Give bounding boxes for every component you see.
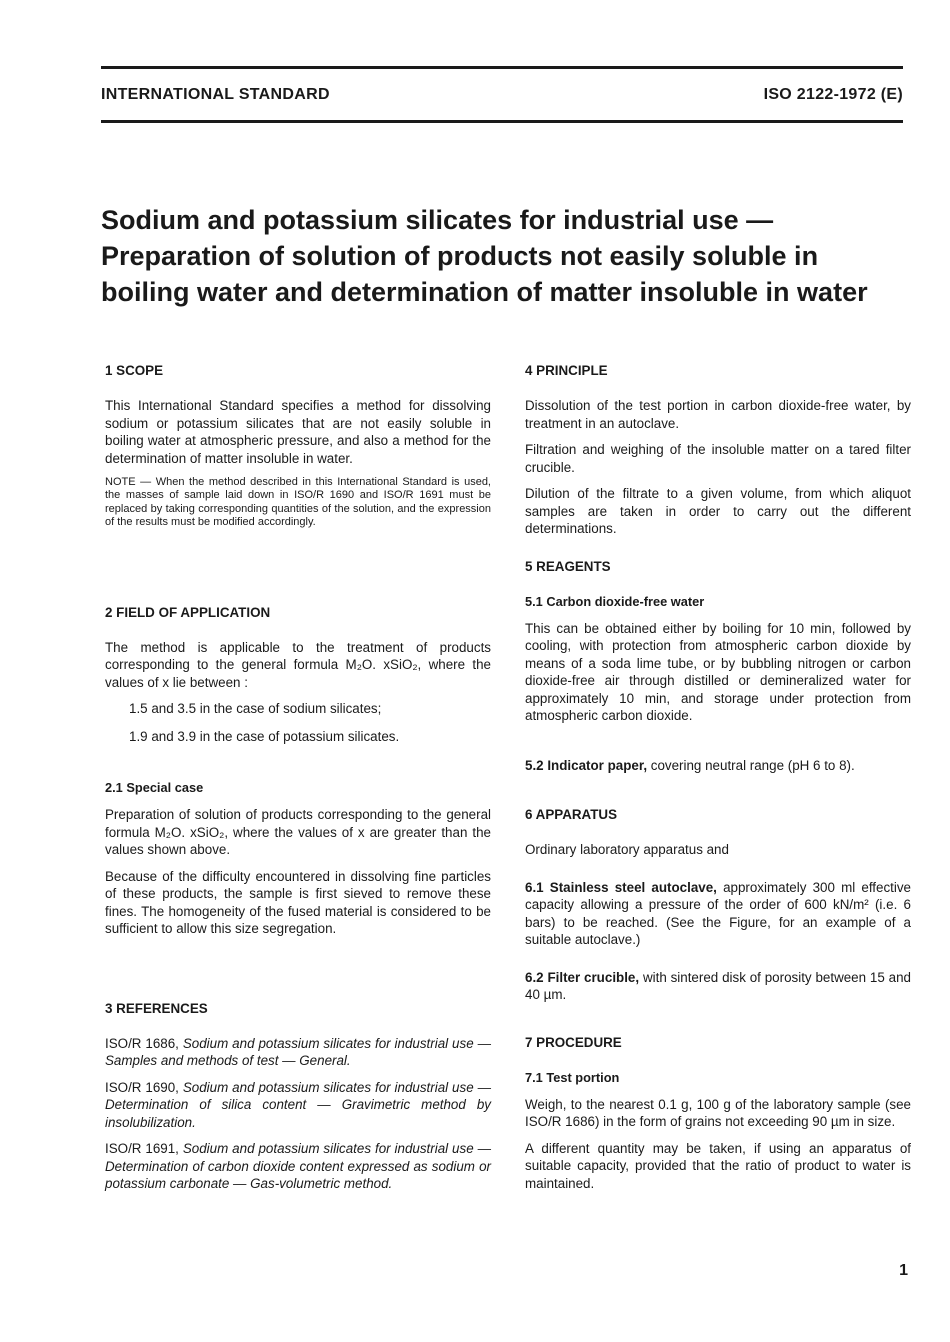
section-procedure [525,1034,911,1193]
field-text: The method is applicable to the treatment of products corresponding to the general formula M₂O. xSiO₂, where the values of x lie between : [105,639,491,690]
section-heading: 2 FIELD OF APPLICATION [105,604,271,620]
reference-item [105,1035,491,1070]
reagent-label: 5.2 Indicator paper, [525,757,648,773]
header-standard-label: INTERNATIONAL STANDARD [101,86,330,103]
subsection-heading: 5.1 Carbon dioxide-free water [525,593,705,609]
procedure-text: A different quantity may be taken, if using an apparatus of suitable capacity, provided that the ratio of product to water is maintained. [525,1140,911,1191]
field-item: 1.9 and 3.9 in the case of potassium silicates. [129,728,400,744]
page-number: 1 [899,1262,908,1279]
principle-text: Dilution of the filtrate to a given volume, from which aliquot samples are taken in order to carry out the different determinations. [525,486,911,536]
field-item: 1.5 and 3.5 in the case of sodium silicates; [129,701,382,717]
scope-text: This International Standard specifies a method for dissolving sodium or potassium silicates that are not easily soluble in boiling water at atmospheric pressure, and also a method for the determination of matter insoluble in water. [105,398,491,466]
reference-title: Sodium and potassium silicates for industrial use — Determination of silica content — Gravimetric method by insolubilization. [105,1079,491,1130]
subsection-heading: 2.1 Special case [105,780,204,796]
section-field-of-application [105,604,491,938]
section-principle [525,362,911,538]
section-scope [105,362,491,530]
apparatus-label: 6.2 Filter crucible, [525,969,640,985]
reference-title: Sodium and potassium silicates for industrial use — Determination of carbon dioxide content expressed as sodium or potassium carbonate — Gas-volumetric method. [105,1141,491,1192]
apparatus-desc: approximately 300 ml effective capacity allowing a pressure of the order of 600 kN/m² (i.e. 6 bars) to be reached. (See the Figure, for an example of a suitable autoclave.) [525,879,911,947]
special-case-text: Because of the difficulty encountered in dissolving fine particles of these products, the sample is first sieved to remove these fines. The homogeneity of the fused material is considered to be sufficient to allow this size segregation. [105,868,491,937]
apparatus-label: 6.1 Stainless steel autoclave, [525,879,717,895]
scope-note: NOTE — When the method described in this International Standard is used, the masses of sample laid down in ISO/R 1690 and ISO/R 1691 must be replaced by taking corresponding quantities of the solution, and the expression of the results must be modified accordingly. [105,476,491,529]
section-apparatus [525,806,911,1004]
section-heading: 7 PROCEDURE [525,1034,622,1050]
right-column [525,362,911,1201]
principle-text: Dissolution of the test portion in carbon dioxide-free water, by treatment in an autoclave. [525,398,911,431]
section-reagents [525,558,911,775]
title-line: boiling water and determination of matter insoluble in water [101,277,868,307]
reagent-text: This can be obtained either by boiling for 10 min, followed by cooling, with protection from atmospheric carbon dioxide by means of a soda lime tube, or by bubbling nitrogen or carbon dioxide-free air through distilled or demineralized water for approximately 10 min, and storage under protection from atmospheric carbon dioxide. [525,620,911,723]
reference-code: ISO/R 1690, [105,1079,179,1095]
principle-text: Filtration and weighing of the insoluble matter on a tared filter crucible. [525,442,911,475]
reference-item [105,1140,491,1193]
header-bottom-rule [101,120,903,123]
section-references [105,1000,491,1193]
reference-code: ISO/R 1686, [105,1035,179,1051]
procedure-text: Weigh, to the nearest 0.1 g, 100 g of the laboratory sample (see ISO/R 1686) in the form of grains not exceeding 90 µm in size. [525,1096,911,1129]
reference-title: Sodium and potassium silicates for industrial use — Samples and methods of test — General. [105,1035,491,1069]
section-heading: 4 PRINCIPLE [525,363,608,378]
reference-code: ISO/R 1691, [105,1141,179,1157]
reagent-item [525,757,911,775]
title-line: Sodium and potassium silicates for industrial use — [101,205,774,235]
header-top-rule [101,66,903,69]
special-case-text: Preparation of solution of products corresponding to the general formula M₂O. xSiO₂, where the values of x are greater than the values shown above. [105,807,491,858]
subsection-heading: 7.1 Test portion [525,1069,620,1085]
reference-item [105,1079,491,1132]
apparatus-intro: Ordinary laboratory apparatus and [525,842,729,857]
apparatus-desc: with sintered disk of porosity between 15 and 40 µm. [525,969,911,1002]
reagent-desc: covering neutral range (pH 6 to 8). [647,757,855,773]
document-title [101,202,911,310]
section-heading: 6 APPARATUS [525,807,618,822]
left-column [105,362,491,1202]
apparatus-item [525,969,911,1004]
title-line: Preparation of solution of products not easily soluble in [101,241,819,271]
section-heading: 5 REAGENTS [525,558,611,574]
header-standard-number: ISO 2122-1972 (E) [763,86,903,103]
apparatus-item [525,879,911,949]
section-heading: 3 REFERENCES [105,1000,208,1016]
section-heading: 1 SCOPE [105,363,164,378]
